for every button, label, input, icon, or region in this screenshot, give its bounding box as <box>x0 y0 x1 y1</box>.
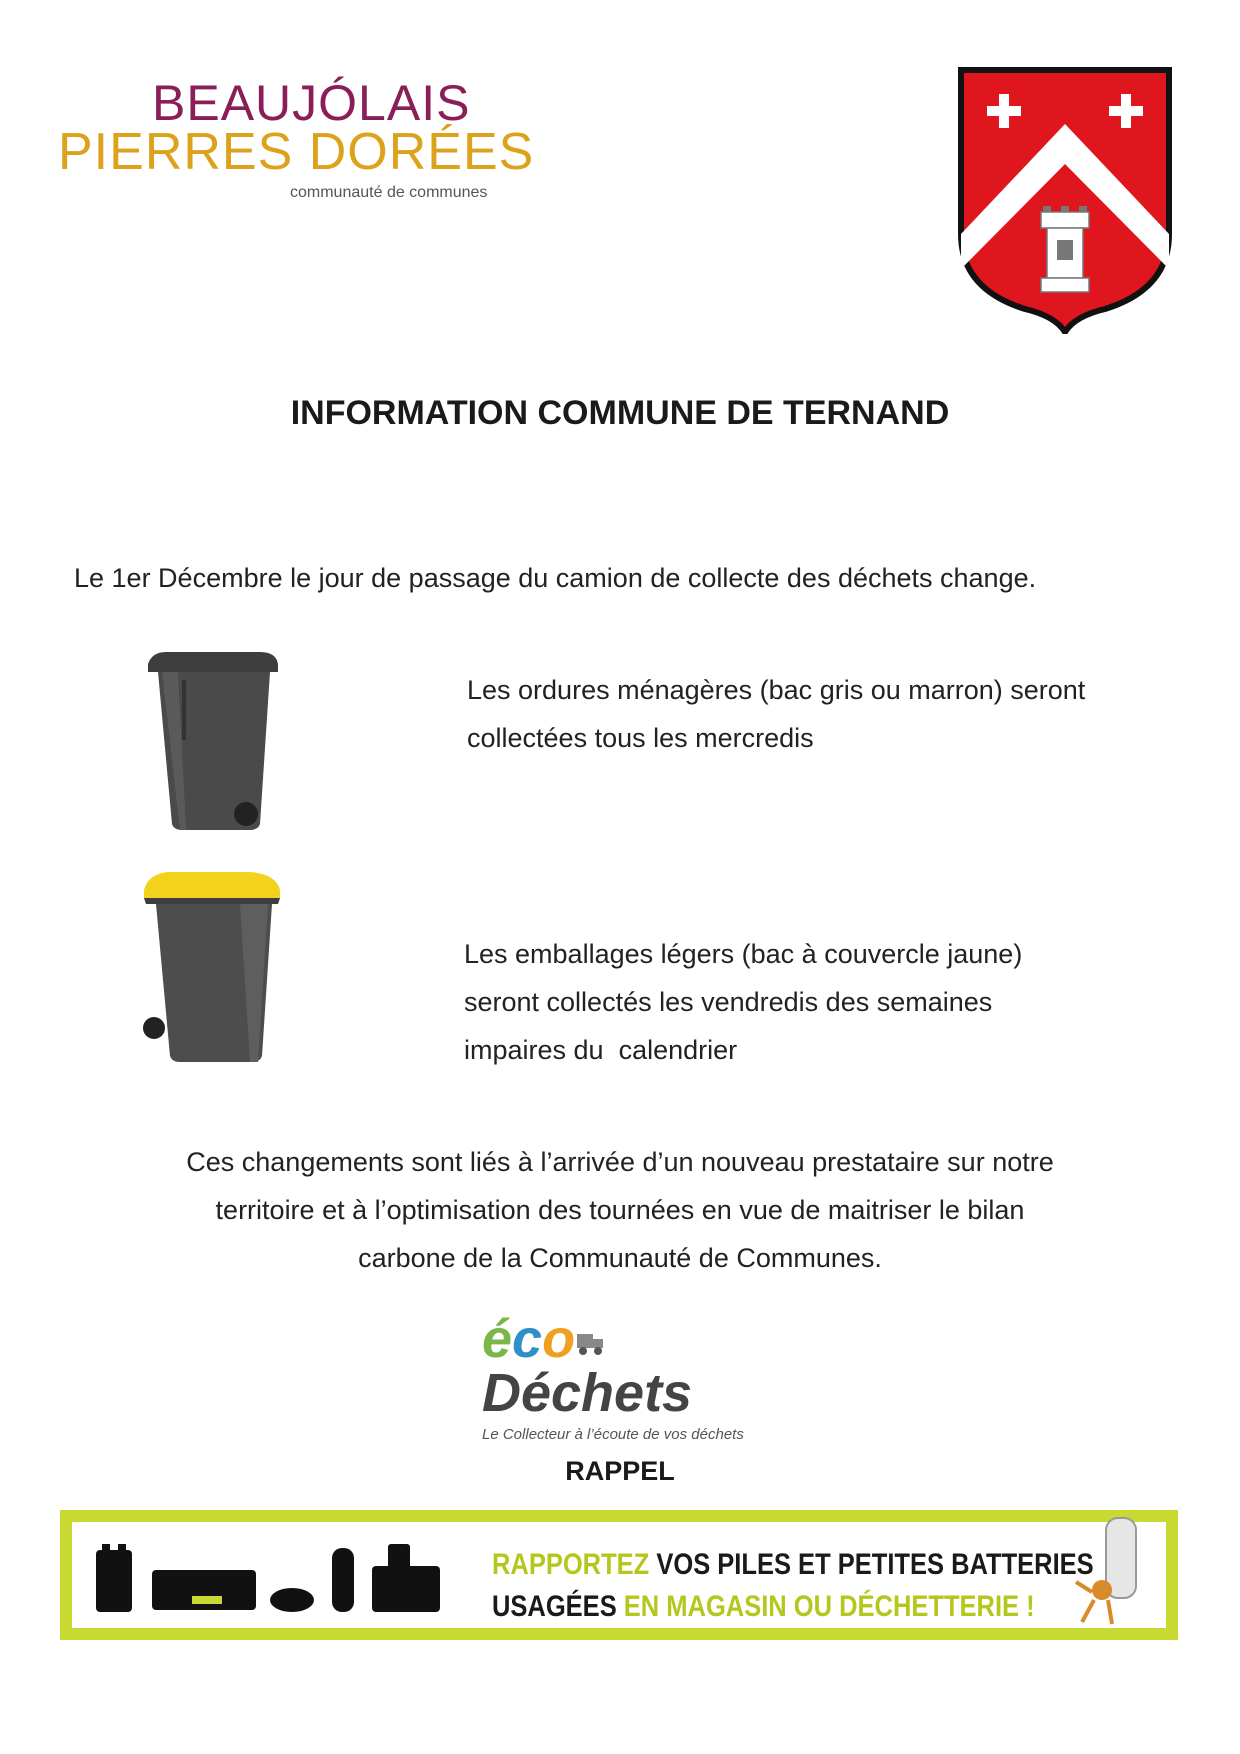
banner-text <box>492 1544 1094 1628</box>
coat-of-arms-icon <box>955 64 1175 334</box>
household-waste-line-2: collectées tous les mercredis <box>467 723 814 753</box>
rappel-heading: RAPPEL <box>565 1456 675 1486</box>
packaging-waste-line-2: seront collectés les vendredis des semaines <box>464 987 993 1017</box>
closing-line-2: territoire et à l’optimisation des tournées en vue de maitriser le bilan <box>215 1195 1025 1225</box>
eco-dechets-logo <box>482 1309 792 1443</box>
logo-line-2: PIERRES DORÉES <box>58 123 535 181</box>
batteries-icon <box>92 1536 472 1616</box>
closing-paragraph <box>80 1138 1160 1282</box>
truck-icon <box>575 1328 605 1358</box>
logo-line-1: BEAUJÓLAIS <box>152 75 471 131</box>
packaging-waste-line-3: impaires du calendrier <box>464 1035 738 1065</box>
packaging-waste-line-1: Les emballages légers (bac à couvercle jaune) <box>464 939 1023 969</box>
logo-subtitle: communauté de communes <box>290 184 488 201</box>
household-waste-text <box>467 666 1187 762</box>
grey-wheelie-bin-icon <box>142 646 282 836</box>
yellow-lid-wheelie-bin-icon <box>140 868 285 1068</box>
banner-line-2: USAGÉES EN MAGASIN OU DÉCHETTERIE ! <box>492 1590 1035 1623</box>
closing-line-1: Ces changements sont liés à l’arrivée d’un nouveau prestataire sur notre <box>186 1147 1054 1177</box>
household-waste-line-1: Les ordures ménagères (bac gris ou marron) seront <box>467 675 1086 705</box>
page-title: INFORMATION COMMUNE DE TERNAND <box>290 394 950 432</box>
intro-text: Le 1er Décembre le jour de passage du camion de collecte des déchets change. <box>74 563 1037 593</box>
battery-mascot-icon <box>1072 1512 1152 1632</box>
closing-line-3: carbone de la Communauté de Communes. <box>358 1243 882 1273</box>
battery-recycling-banner <box>60 1510 1178 1640</box>
banner-line-1: RAPPORTEZ VOS PILES ET PETITES BATTERIES <box>492 1548 1094 1581</box>
packaging-waste-text <box>464 930 1164 1074</box>
eco-dechets-wordmark: écoDéchets <box>482 1309 693 1423</box>
eco-dechets-tagline: Le Collecteur à l’écoute de vos déchets <box>482 1426 744 1443</box>
